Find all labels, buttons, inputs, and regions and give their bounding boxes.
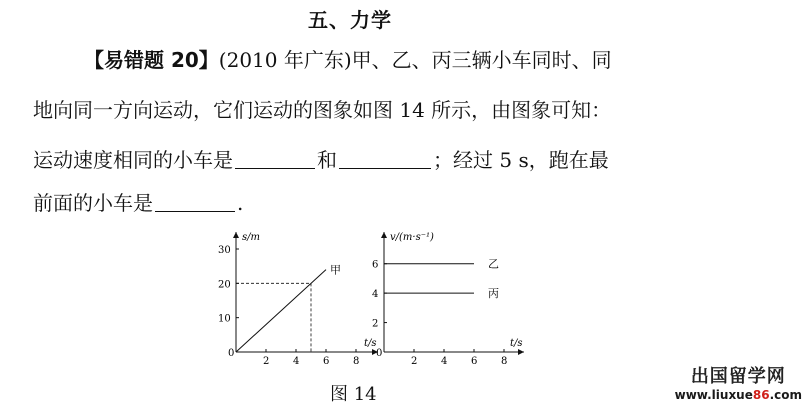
x-tick-label: 8 [501,356,508,367]
chart-velocity-time [372,232,524,367]
question-text-3a: 运动速度相同的小车是 [33,148,233,172]
x-tick-label: 8 [353,356,360,367]
y-axis-arrow [381,232,387,238]
watermark [675,362,802,402]
watermark-title: 出国留学网 [690,366,786,387]
question-text-4b: . [237,191,244,215]
x-axis-arrow [518,349,524,355]
y-tick-label: 20 [218,279,231,291]
question-source: (2010 年广东) [218,48,352,72]
question-tag: 【易错题 20】 [84,48,219,72]
x-tick-label: 4 [293,356,300,367]
y-tick-label: 10 [218,313,231,325]
y-axis-arrow [233,232,239,238]
question-line-2: 地向同一方向运动，它们运动的图象如图 14 所示，由图象可知： [33,98,612,122]
x-tick-label: 2 [263,356,270,367]
question-text-3c: ；经过 5 s，跑在最 [433,148,609,172]
y-tick-label: 2 [372,318,379,330]
x-tick-label: 6 [323,356,330,367]
question-text-1: 甲、乙、丙三辆小车同时、同 [351,48,612,72]
section-title: 五、力学 [308,8,392,32]
watermark-url: www.liuxue86.com [674,388,802,402]
chart-displacement-time [218,232,378,367]
x-tick-label: 4 [441,356,448,367]
series-label: 乙 [488,257,499,271]
figure-caption: 图 14 [330,384,377,405]
series-label: 丙 [488,287,499,301]
series-line [236,270,326,352]
x-tick-label: 2 [411,356,418,367]
origin-label: 0 [228,348,235,359]
x-axis-label: t/s [364,338,377,349]
y-tick-label: 30 [218,245,231,256]
y-axis-label: s/m [242,232,260,243]
x-tick-label: 6 [471,356,478,367]
series-label: 甲 [330,263,341,277]
y-tick-label: 6 [372,259,379,271]
question-text-4a: 前面的小车是 [33,191,153,215]
origin-label: 0 [376,348,383,359]
question-text-3b: 和 [317,148,337,172]
y-tick-label: 4 [372,289,379,301]
y-axis-label: v/(m·s⁻¹) [390,232,434,243]
x-axis-label: t/s [510,338,523,349]
